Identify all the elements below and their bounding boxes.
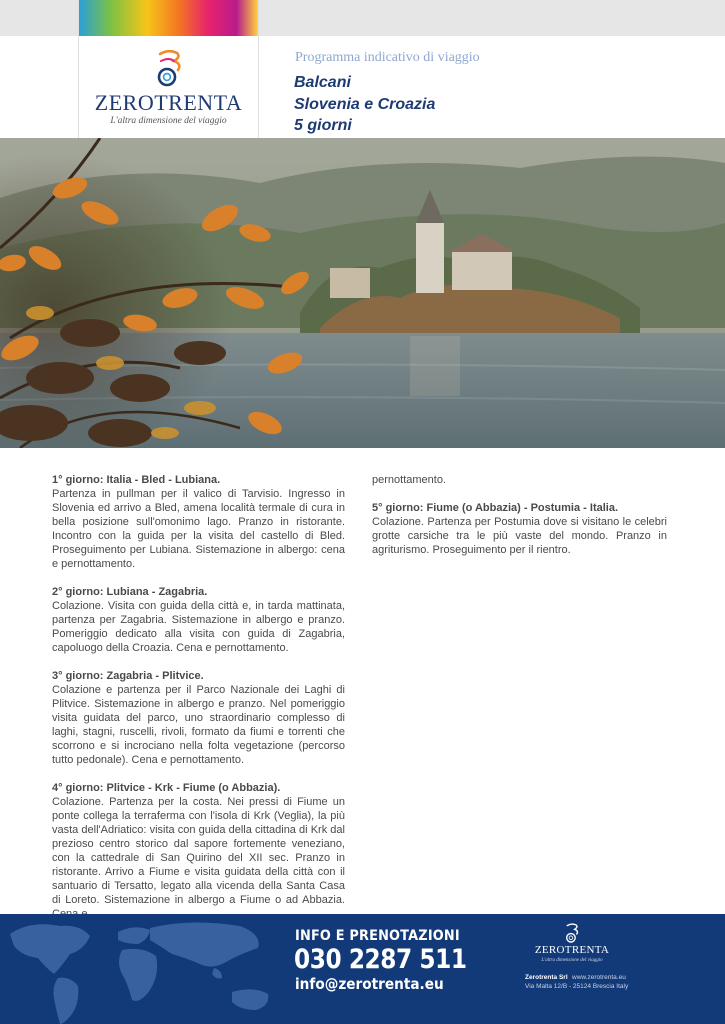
day-description: pernottamento. xyxy=(372,474,446,486)
landscape-illustration xyxy=(0,138,725,448)
itinerary-column-left xyxy=(52,473,345,935)
zerotrenta-logo-icon xyxy=(152,48,186,88)
company-name: Zerotrenta Srl xyxy=(525,974,568,981)
day-description: Colazione. Partenza per la costa. Nei pressi di Fiume un ponte collega la terraferma con l'isola di Krk (Veglia), la più vasta dell'Adriatico: visita con guida della cittadina di Krk dal prezioso centro storico dal sapore fortemente veneziano, con la cattedrale di San Quirino del XII sec. Pranzo in ristorante. Arrivo a Fiume e visita guidata della città con il santuario di Tersatto, legato alla vicenda della Santa Casa di Loreto. Sistemazione in albergo a Fiume o ad Abbazia. xyxy=(52,796,345,906)
day-description: Partenza in pullman per il valico di Tarvisio. Ingresso in Slovenia ed arrivo a Bled, amena località termale di cura in bella posizione sull'omonimo lago. Pranzo in ristorante. Incontro con la guida per la visita del castello di Bled. Proseguimento per Lubiana. Sistemazione in albergo: cena e pernottamento. xyxy=(52,488,345,570)
logo-wordmark: ZEROTRENTA xyxy=(94,90,243,115)
info-label: INFO E PRENOTAZIONI xyxy=(295,928,460,944)
email-link[interactable]: info@zerotrenta.eu xyxy=(295,975,444,993)
trip-title-line: Slovenia e Croazia xyxy=(294,95,436,113)
itinerary-day xyxy=(52,585,345,655)
day-title: 4° giorno: Plitvice - Krk - Fiume (o Abbazia). xyxy=(52,782,281,794)
itinerary-day xyxy=(372,501,667,557)
day-description: Colazione. Partenza per Postumia dove si visitano le celebri grotte carsiche tra le più vaste del mondo. Pranzo in agriturismo. Proseguimento per il rientro. xyxy=(372,516,667,556)
day-title: 1° giorno: Italia - Bled - Lubiana. xyxy=(52,474,221,486)
footer-logo-icon xyxy=(563,922,581,944)
day-description: Colazione. Visita con guida della città e, in tarda mattinata, partenza per Zagabria. Sistemazione in albergo e pranzo. Pomeriggio dedicato alla visita con guida di Zagabria, capoluogo della Croazia. Cena e pernottamento. xyxy=(52,600,345,654)
itinerary-day xyxy=(52,473,345,571)
autumn-lake-church-photo xyxy=(0,138,725,448)
trip-title-line: 5 giorni xyxy=(294,117,352,134)
company-address: Via Malta 12/B - 25124 Brescia Italy xyxy=(525,983,629,990)
website-link[interactable]: www.zerotrenta.eu xyxy=(572,974,626,981)
footer xyxy=(0,914,725,1024)
logo-color-strip xyxy=(79,0,258,36)
brand-logo[interactable] xyxy=(78,0,259,138)
trip-title-line: Balcani xyxy=(294,74,351,91)
trip-title xyxy=(294,72,435,137)
itinerary-day xyxy=(52,781,345,921)
logo-tagline: L'altra dimensione del viaggio xyxy=(110,116,227,126)
footer-logo-wordmark: ZEROTRENTA xyxy=(534,944,610,956)
world-map-icon xyxy=(0,914,290,1024)
phone-number[interactable]: 030 2287 511 xyxy=(294,944,467,975)
itinerary-column-right xyxy=(372,473,667,571)
itinerary-day xyxy=(52,669,345,767)
itinerary-day-continuation xyxy=(372,473,667,487)
footer-logo-tagline: L'altra dimensione del viaggio xyxy=(541,958,603,963)
day-title: 3° giorno: Zagabria - Plitvice. xyxy=(52,670,204,682)
day-title: 5° giorno: Fiume (o Abbazia) - Postumia - Italia. xyxy=(372,502,619,514)
day-title: 2° giorno: Lubiana - Zagabria. xyxy=(52,586,208,598)
program-label: Programma indicativo di viaggio xyxy=(295,50,480,65)
day-description: Colazione e partenza per il Parco Nazionale dei Laghi di Plitvice. Sistemazione in albergo e pranzo. Nel pomeriggio visita guidata del parco, uno straordinario complesso di laghi, stagni, ruscelli, rivoli, formato da fiumi e torrenti che scorrono e si incrociano nella folta vegetazione (percorso tutto pedonale). Cena e pernottamento. xyxy=(52,684,345,766)
